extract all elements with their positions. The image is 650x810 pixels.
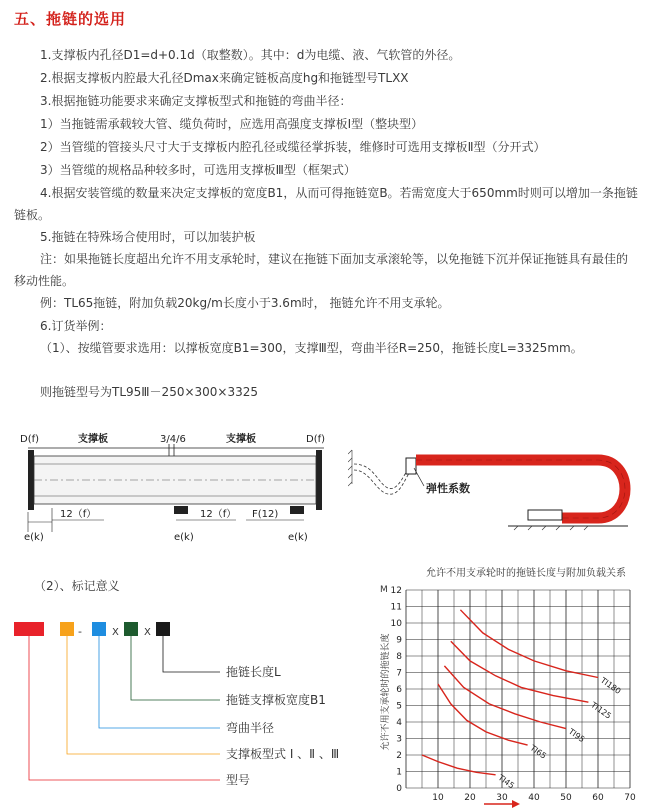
x-tick-labels (432, 793, 636, 803)
dim1-label: 12（f） (60, 509, 97, 520)
chain-installation-diagram (348, 440, 638, 540)
series-line-ti95 (444, 666, 566, 729)
support-plate-left-label: 支撑板 (78, 434, 108, 445)
y-unit-label: M (380, 585, 388, 595)
y-tick-label: 12 (390, 586, 402, 596)
dim2-label: 12（f） (200, 509, 237, 520)
paragraph-3: 3.根据拖链功能要求来确定支撑板型式和拖链的弯曲半径： (40, 94, 352, 108)
paragraph-model: 则拖链型号为TL95Ⅲ－250×300×3325 (40, 385, 259, 399)
plate-body (34, 456, 316, 504)
x-direction-arrow-icon (512, 800, 520, 808)
y-tick-label: 4 (396, 718, 402, 728)
y-tick-label: 8 (396, 652, 402, 662)
paragraph-2: 2.根据支撑板内腔最大孔径Dmax来确定链板高度hg和拖链型号TLXX (40, 71, 409, 85)
paragraph-note: 注：如果拖链长度超出允许不用支承轮时，建议在拖链下面加支承滚轮等，以免拖链下沉并保证拖链具有最佳的移动性能。 (14, 252, 629, 288)
box-plate-width (124, 622, 138, 636)
marking-title: （2）、标记意义 (34, 579, 120, 593)
y-tick-label: 0 (396, 784, 402, 794)
left-d-label: D(f) (20, 434, 40, 445)
spring-coefficient-label: 弹性系数 (426, 482, 470, 495)
ek3-label: e(k) (288, 532, 308, 543)
label-plate-type: 支撑板型式 Ⅰ 、Ⅱ 、Ⅲ (226, 747, 340, 761)
chain-mount-top (406, 458, 416, 474)
series-label-ti65: TI65 (528, 743, 548, 761)
x-tick-label: 10 (432, 793, 444, 803)
y-tick-label: 9 (396, 635, 402, 646)
dash-separator: - (78, 625, 82, 638)
paragraph-order-1: （1）、按缆管要求选用：以撑板宽度B1=300，支撑Ⅲ型，弯曲半径R=250，拖链长度L=3325mm。 (40, 341, 583, 355)
paragraph-example: 例：TL65拖链，附加负载20kg/m长度小于3.6m时， 拖链允许不用支承轮。 (40, 296, 450, 310)
length-load-chart (366, 560, 642, 808)
support-plate-diagram (14, 420, 334, 545)
chart-series (422, 610, 622, 791)
dim3-label: F(12) (252, 509, 279, 520)
right-d-label: D(f) (306, 434, 326, 445)
chain-mount-bottom (528, 510, 562, 520)
y-tick-label: 6 (396, 685, 402, 695)
y-tick-label: 11 (390, 602, 402, 613)
y-tick-label: 7 (396, 668, 402, 679)
series-label-ti45: TI45 (496, 773, 516, 791)
label-plate-width: 拖链支撑板宽度B1 (226, 693, 326, 707)
y-tick-label: 3 (396, 734, 402, 745)
box-plate-type (60, 622, 74, 636)
chart-grid (406, 590, 630, 791)
label-chain-length: 拖链长度L (226, 665, 281, 679)
chart-title: 允许不用支承轮时的拖链长度与附加负载关系 (426, 568, 626, 579)
series-label-ti95: TI95 (566, 726, 587, 745)
x-tick-label: 20 (464, 793, 476, 803)
box-bend-radius (92, 622, 106, 636)
paragraph-4: 4.根据安装管缆的数量来决定支撑板的宽度B1，从而可得拖链宽B。若需宽度大于650mm时则可以增加一条拖链链板。 (14, 186, 638, 222)
y-tick-label: 2 (396, 751, 402, 761)
box-length (156, 622, 170, 636)
x-tick-label: 70 (624, 793, 636, 803)
series-line-ti45 (422, 755, 496, 775)
paragraph-3-3: 3）当管缆的规格品种较多时，可选用支撑板Ⅲ型（框架式） (40, 163, 356, 177)
y-tick-label: 5 (396, 701, 402, 712)
x-separator-1: X (112, 627, 119, 638)
x-tick-label: 50 (560, 793, 572, 803)
label-model: 型号 (226, 773, 251, 787)
x-separator-2: X (144, 627, 151, 638)
x-tick-label: 60 (592, 793, 604, 803)
paragraph-3-1: 1）当拖链需承载较大管、缆负荷时，应选用高强度支撑板Ⅰ型（整块型） (40, 117, 424, 131)
marking-diagram (10, 612, 370, 792)
series-label-ti180: TI180 (598, 675, 623, 697)
paragraph-5: 5.拖链在特殊场合使用时，可以加装护板 (40, 230, 256, 244)
y-tick-label: 1 (396, 767, 402, 778)
x-tick-label: 30 (496, 793, 508, 803)
section-title: 五、拖链的选用 (14, 10, 127, 28)
right-post (316, 450, 322, 510)
y-axis-label: 允许不用支承轮时的拖链长度 (381, 633, 391, 751)
paragraph-1: 1.支撑板内孔径D1=d+0.1d（取整数）。其中：d为电缆、液、气软管的外径。 (40, 48, 461, 62)
box-model (14, 622, 44, 636)
center-dim-label: 3/4/6 (160, 434, 186, 445)
x-tick-label: 40 (528, 793, 540, 803)
label-bend-radius: 弯曲半径 (226, 721, 275, 735)
paragraph-6: 6.订货举例： (40, 319, 112, 333)
support-plate-right-label: 支撑板 (226, 434, 256, 445)
y-tick-label: 10 (390, 619, 402, 629)
series-label-ti125: TI125 (589, 700, 613, 721)
left-post (28, 450, 34, 510)
y-tick-labels (391, 586, 403, 794)
series-line-ti65 (438, 684, 528, 745)
paragraph-3-2: 2）当管缆的管接头尺寸大于支撑板内腔孔径或缆径掌拆装，维修时可选用支撑板Ⅱ型（分开式） (40, 140, 546, 154)
ek2-label: e(k) (174, 532, 194, 543)
ek1-label: e(k) (24, 532, 44, 543)
